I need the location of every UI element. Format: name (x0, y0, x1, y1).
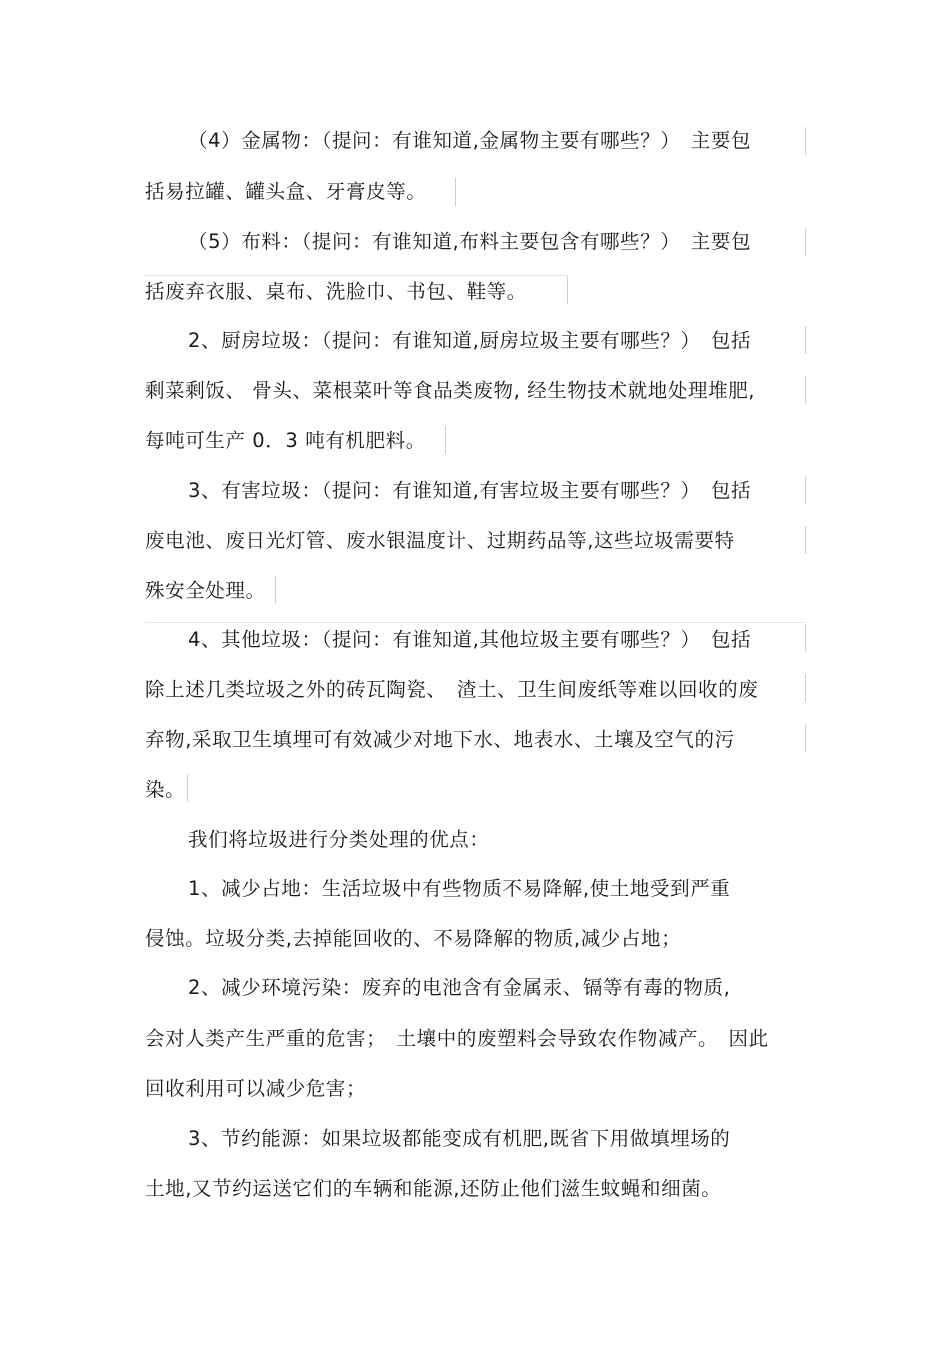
text-line: 废电池、废日光灯管、废水银温度计、过期药品等,这些垃圾需要特 (145, 529, 735, 552)
text-line: 每吨可生产 0．3 吨有机肥料。 (145, 429, 426, 452)
text-line: 括易拉罐、罐头盒、牙膏皮等。 (145, 180, 427, 203)
cell-border-mark (145, 275, 567, 276)
cell-border-mark (445, 426, 446, 454)
text-line: 2、减少环境污染：废弃的电池含有金属汞、镉等有毒的物质, (188, 976, 731, 999)
cell-border-mark (805, 127, 806, 155)
text-line: （5）布料：（提问：有谁知道,布料主要包含有哪些？） 主要包 (188, 230, 752, 253)
cell-border-mark (567, 276, 568, 304)
cell-border-mark (145, 622, 805, 623)
text-line: 我们将垃圾进行分类处理的优点： (188, 828, 490, 851)
text-line: 侵蚀。垃圾分类,去掉能回收的、不易降解的物质,减少占地； (145, 927, 682, 950)
text-line: 回收利用可以减少危害； (145, 1077, 367, 1100)
text-line: 殊安全处理。 (145, 579, 266, 602)
text-line: 弃物,采取卫生填埋可有效减少对地下水、地表水、土壤及空气的污 (145, 728, 735, 751)
text-line: 染。 (145, 778, 186, 801)
cell-border-mark (455, 178, 456, 206)
cell-border-mark (275, 576, 276, 604)
text-line: 土地,又节约运送它们的车辆和能源,还防止他们滋生蚊蝇和细菌。 (145, 1177, 722, 1200)
text-line: 会对人类产生严重的危害； 土壤中的废塑料会导致农作物减产。 因此 (145, 1027, 769, 1050)
text-line: 3、有害垃圾：（提问：有谁知道,有害垃圾主要有哪些？） 包括 (188, 479, 752, 502)
cell-border-mark (805, 724, 806, 752)
text-line: 4、其他垃圾：（提问：有谁知道,其他垃圾主要有哪些？） 包括 (188, 628, 752, 651)
text-line: 除上述几类垃圾之外的砖瓦陶瓷、 渣土、卫生间废纸等难以回收的废 (145, 678, 759, 701)
text-line: 1、减少占地：生活垃圾中有些物质不易降解,使土地受到严重 (188, 877, 731, 900)
cell-border-mark (187, 774, 188, 802)
cell-border-mark (805, 476, 806, 504)
cell-border-mark (805, 376, 806, 404)
cell-border-mark (805, 526, 806, 554)
cell-border-mark (805, 326, 806, 354)
cell-border-mark (805, 674, 806, 702)
text-line: 剩菜剩饭、 骨头、菜根菜叶等食品类废物, 经生物技术就地处理堆肥, (145, 379, 756, 402)
text-line: （4）金属物：（提问：有谁知道,金属物主要有哪些？） 主要包 (188, 129, 752, 152)
cell-border-mark (805, 228, 806, 256)
text-line: 2、厨房垃圾：（提问：有谁知道,厨房垃圾主要有哪些？） 包括 (188, 329, 752, 352)
cell-border-mark (805, 624, 806, 652)
text-line: 3、节约能源：如果垃圾都能变成有机肥,既省下用做填埋场的 (188, 1127, 731, 1150)
text-line: 括废弃衣服、桌布、洗脸巾、书包、鞋等。 (145, 280, 527, 303)
